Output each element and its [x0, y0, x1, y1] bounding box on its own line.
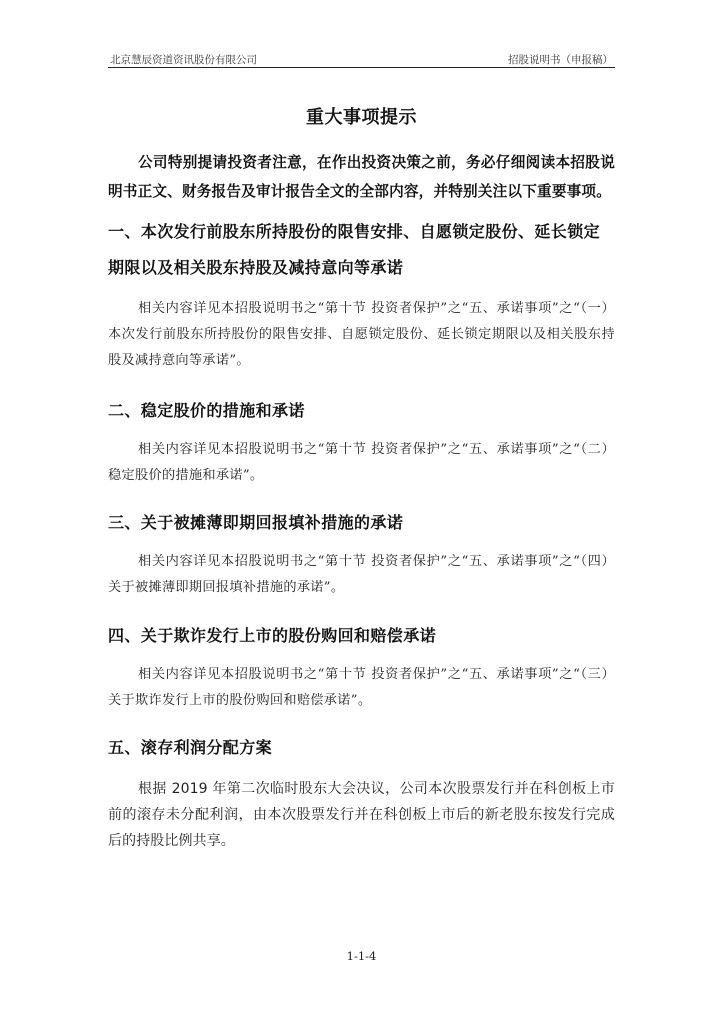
section-body: 根据 2019 年第二次临时股东大会决议，公司本次股票发行并在科创板上市前的滚存未分配利润，由本次股票发行并在科创板上市后的新老股东按发行完成后的持股比例共享。 [108, 781, 615, 849]
intro-paragraph: 公司特别提请投资者注意，在作出投资决策之前，务必仔细阅读本招股说明书正文、财务报告及审计报告全文的全部内容，并特别关注以下重要事项。 [108, 154, 615, 200]
section-stabilize-price [108, 394, 615, 489]
section-body: 相关内容详见本招股说明书之“第十节 投资者保护”之“五、承诺事项”之“（一）本次发行前股东所持股份的限售安排、自愿锁定股份、延长锁定期限以及相关股东持股及减持意向等承诺”。 [108, 301, 615, 368]
section-heading: 四、关于欺诈发行上市的股份购回和赔偿承诺 [108, 626, 437, 645]
section-dilution-measures [108, 506, 615, 601]
page-header [108, 50, 615, 68]
page-number: 1-1-4 [346, 949, 377, 963]
header-document-type: 招股说明书（申报稿） [508, 54, 613, 66]
section-body: 相关内容详见本招股说明书之“第十节 投资者保护”之“五、承诺事项”之“（三）关于欺诈发行上市的股份购回和赔偿承诺”。 [108, 667, 615, 708]
section-heading: 五、滚存利润分配方案 [108, 738, 273, 757]
section-body: 相关内容详见本招股说明书之“第十节 投资者保护”之“五、承诺事项”之“（四）关于被摊薄即期回报填补措施的承诺”。 [108, 554, 615, 595]
section-body: 相关内容详见本招股说明书之“第十节 投资者保护”之“五、承诺事项”之“（二）稳定股价的措施和承诺”。 [108, 442, 615, 483]
section-heading: 一、本次发行前股东所持股份的限售安排、自愿锁定股份、延长锁定期限以及相关股东持股及减持意向等承诺 [108, 222, 601, 277]
section-heading: 三、关于被摊薄即期回报填补措施的承诺 [108, 513, 404, 532]
header-company-name: 北京慧辰资道资讯股份有限公司 [110, 54, 257, 66]
page-title: 重大事项提示 [306, 107, 417, 128]
section-fraud-buyback [108, 619, 615, 714]
section-profit-distribution [108, 731, 615, 854]
section-heading: 二、稳定股价的措施和承诺 [108, 401, 305, 420]
section-lockup-commitments [108, 214, 615, 374]
